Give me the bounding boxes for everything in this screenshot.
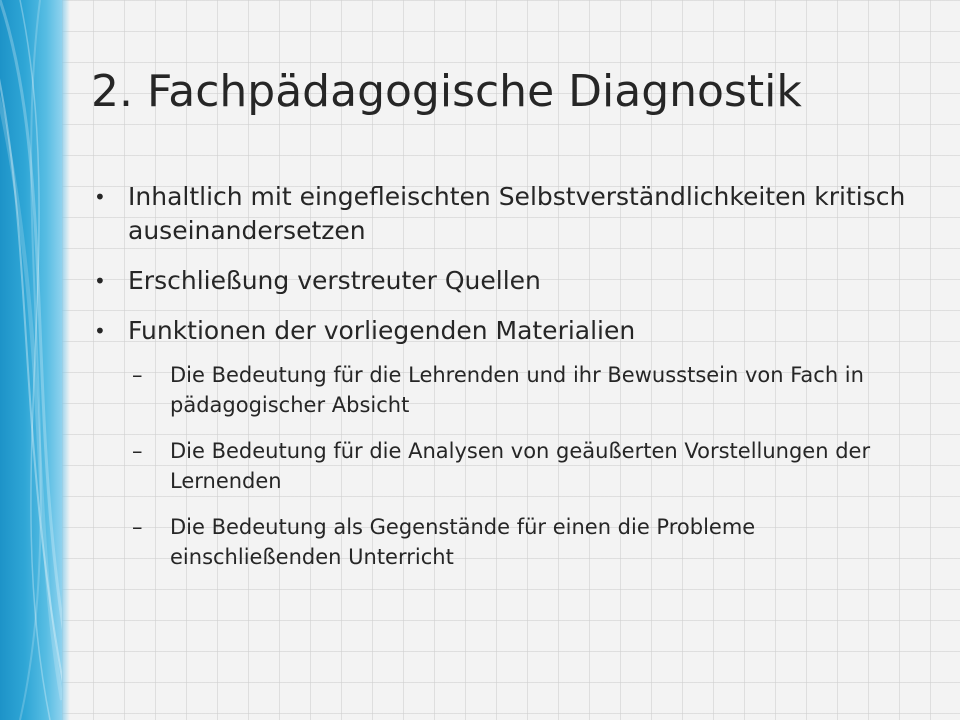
sub-bullet-item — [90, 360, 920, 420]
bullet-dot-icon: • — [94, 319, 106, 343]
slide-title: 2. Fachpädagogische Diagnostik — [91, 66, 802, 117]
bullet-text: Inhaltlich mit eingefleischten Selbstverständlichkeiten kritisch auseinandersetzen — [128, 182, 906, 245]
decorative-side-band — [0, 0, 62, 720]
sub-bullet-text: Die Bedeutung für die Lehrenden und ihr Bewusstsein von Fach in pädagogischer Absicht — [170, 363, 864, 417]
decorative-curves — [0, 0, 62, 720]
bullet-text: Erschließung verstreuter Quellen — [128, 266, 541, 295]
sub-bullet-list — [90, 360, 920, 572]
bullet-item — [90, 314, 920, 348]
bullet-item — [90, 180, 920, 248]
sub-bullet-item — [90, 512, 920, 572]
bullet-dot-icon: • — [94, 269, 106, 293]
dash-icon: – — [132, 363, 143, 387]
bullet-item — [90, 264, 920, 298]
bullet-dot-icon: • — [94, 185, 106, 209]
bullet-list — [90, 180, 920, 588]
sub-bullet-text: Die Bedeutung für die Analysen von geäußerten Vorstellungen der Lernenden — [170, 439, 871, 493]
sub-bullet-text: Die Bedeutung als Gegenstände für einen die Probleme einschließenden Unterricht — [170, 515, 756, 569]
sub-bullet-item — [90, 436, 920, 496]
dash-icon: – — [132, 515, 143, 539]
bullet-text: Funktionen der vorliegenden Materialien — [128, 316, 636, 345]
band-edge-glow — [62, 0, 70, 720]
dash-icon: – — [132, 439, 143, 463]
